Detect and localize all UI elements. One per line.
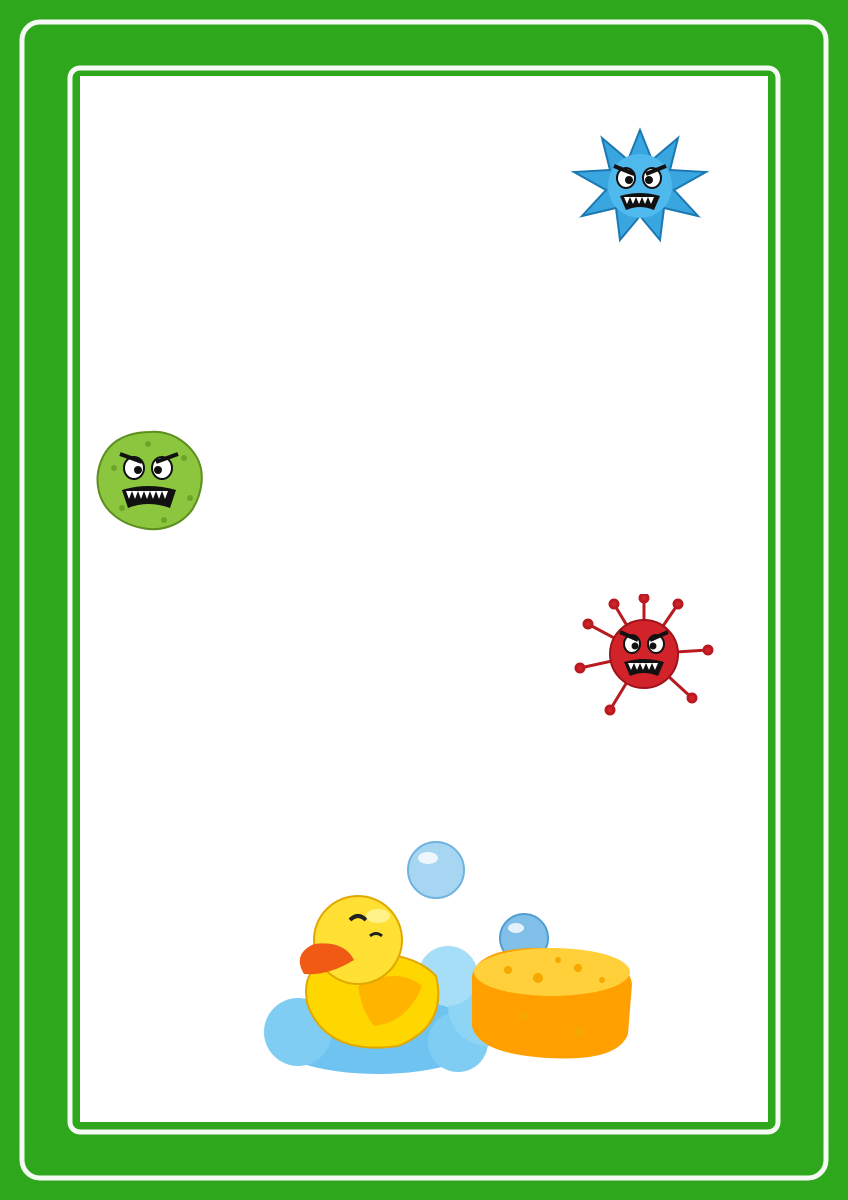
red-germ-icon	[574, 594, 714, 718]
bubble-icon	[408, 842, 548, 962]
rubber-duck-icon	[300, 896, 439, 1048]
blue-germ-icon	[570, 124, 710, 244]
green-germ-icon	[94, 428, 206, 532]
bath-scene	[258, 836, 638, 1086]
sponge-icon	[472, 948, 632, 1059]
